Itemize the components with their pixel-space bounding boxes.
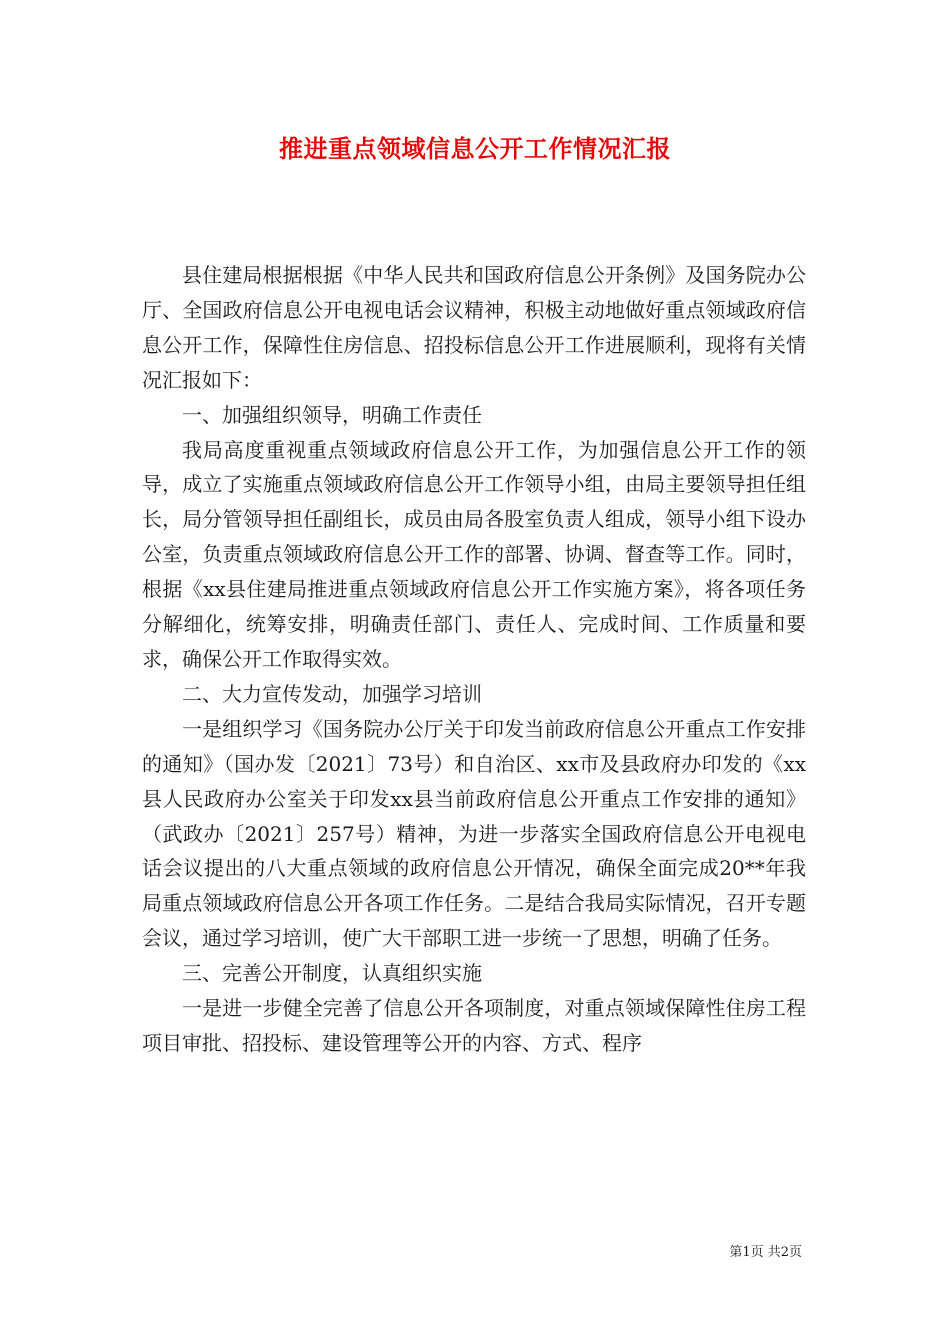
intro-paragraph: 县住建局根据根据《中华人民共和国政府信息公开条例》及国务院办公厅、全国政府信息公开电视电话会议精神，积极主动地做好重点领域政府信息公开工作，保障性住房信息、招投标信息公开工作进展顺利，现将有关情况汇报如下： <box>142 263 806 392</box>
section-heading-3: 三、完善公开制度，认真组织实施 <box>182 961 482 986</box>
section-heading-2: 二、大力宣传发动，加强学习培训 <box>182 681 482 706</box>
section-2-paragraph: 一是组织学习《国务院办公厅关于印发当前政府信息公开重点工作安排的通知》（国办发〔2021〕73号）和自治区、xx市及县政府办印发的《xx县人民政府办公室关于印发xx县当前政府信息公开重点工作安排的通知》（武政办〔2021〕257号）精神，为进一步落实全国政府信息公开电视电话会议提出的八大重点领域的政府信息公开情况，确保全面完成20**年我局重点领域政府信息公开各项工作任务。二是结合我局实际情况，召开专题会议，通过学习培训，使广大干部职工进一步统一了思想，明确了任务。 <box>142 716 806 951</box>
section-1-paragraph: 我局高度重视重点领域政府信息公开工作，为加强信息公开工作的领导，成立了实施重点领域政府信息公开工作领导小组，由局主要领导担任组长，局分管领导担任副组长，成员由局各股室负责人组成，领导小组下设办公室，负责重点领域政府信息公开工作的部署、协调、督查等工作。同时，根据《xx县住建局推进重点领域政府信息公开工作实施方案》，将各项任务分解细化，统筹安排，明确责任部门、责任人、完成时间、工作质量和要求，确保公开工作取得实效。 <box>142 437 806 671</box>
section-heading-1: 一、加强组织领导，明确工作责任 <box>182 402 482 427</box>
section-3-paragraph: 一是进一步健全完善了信息公开各项制度，对重点领域保障性住房工程项目审批、招投标、建设管理等公开的内容、方式、程序 <box>142 996 806 1055</box>
page-number-footer: 第1页 共2页 <box>729 1245 802 1260</box>
document-body <box>142 258 806 1061</box>
document-title: 推进重点领域信息公开工作情况汇报 <box>279 134 671 163</box>
